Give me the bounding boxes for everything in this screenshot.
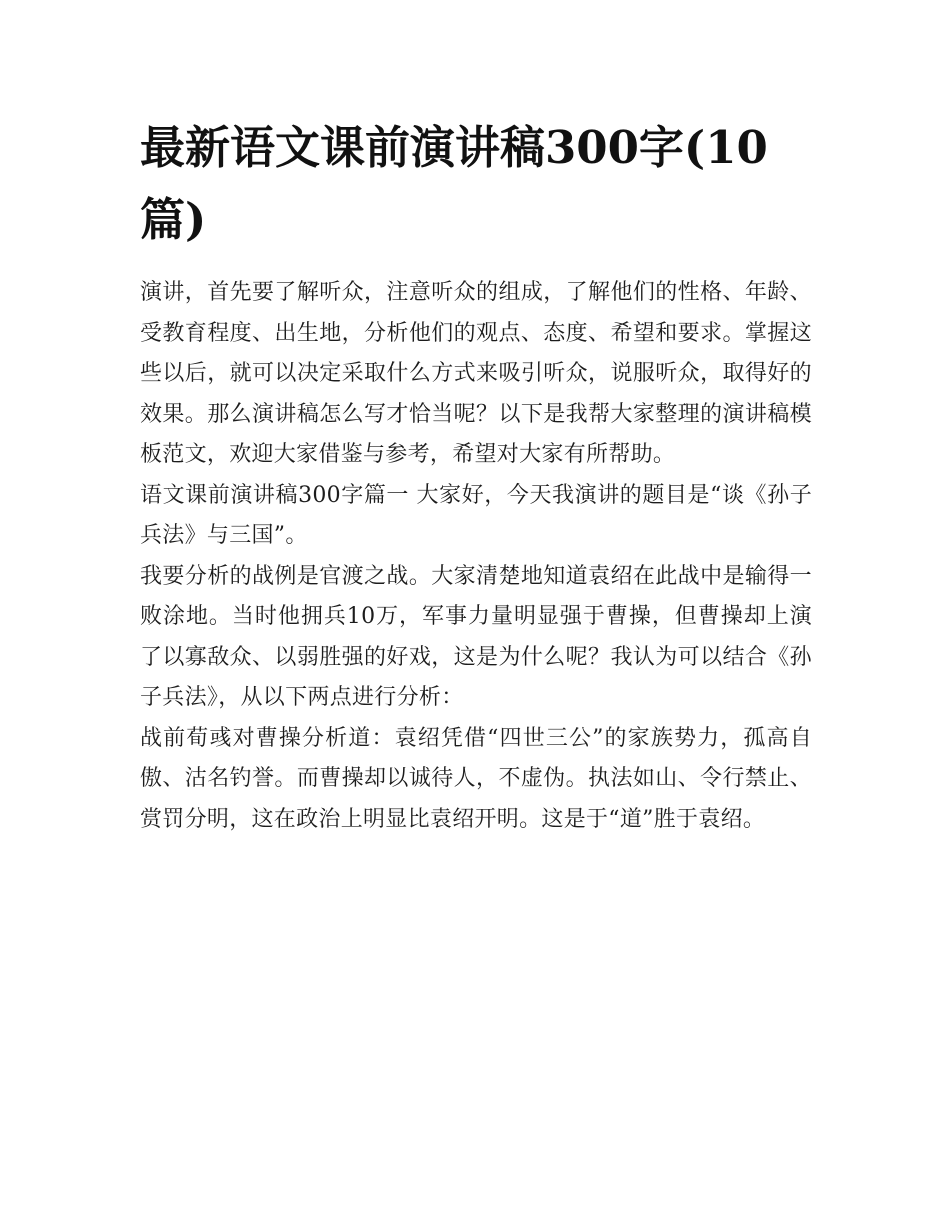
document-title: 最新语文课前演讲稿300字(10篇): [140, 121, 768, 246]
document-body: [140, 112, 812, 840]
paragraph-intro: 演讲，首先要了解听众，注意听众的组成，了解他们的性格、年龄、受教育程度、出生地，分析他们的观点、态度、希望和要求。掌握这些以后，就可以决定采取什么方式来吸引听众，说服听众，取得好的效果。那么演讲稿怎么写才恰当呢？以下是我帮大家整理的演讲稿模板范文，欢迎大家借鉴与参考，希望对大家有所帮助。: [140, 280, 812, 467]
paragraph-speech-opening: 语文课前演讲稿300字篇一 大家好，今天我演讲的题目是“谈《孙子兵法》与三国”。: [140, 482, 812, 548]
paragraph-xun-yu-analysis: 战前荀彧对曹操分析道：袁绍凭借“四世三公”的家族势力，孤高自傲、沽名钓誉。而曹操却以诚待人，不虚伪。执法如山、令行禁止、赏罚分明，这在政治上明显比袁绍开明。这是于“道”胜于袁绍。: [140, 725, 812, 832]
paragraph-battle-analysis: 我要分析的战例是官渡之战。大家清楚地知道袁绍在此战中是输得一败涂地。当时他拥兵10万，军事力量明显强于曹操，但曹操却上演了以寡敌众、以弱胜强的好戏，这是为什么呢？我认为可以结合《孙子兵法》，从以下两点进行分析：: [140, 563, 812, 710]
